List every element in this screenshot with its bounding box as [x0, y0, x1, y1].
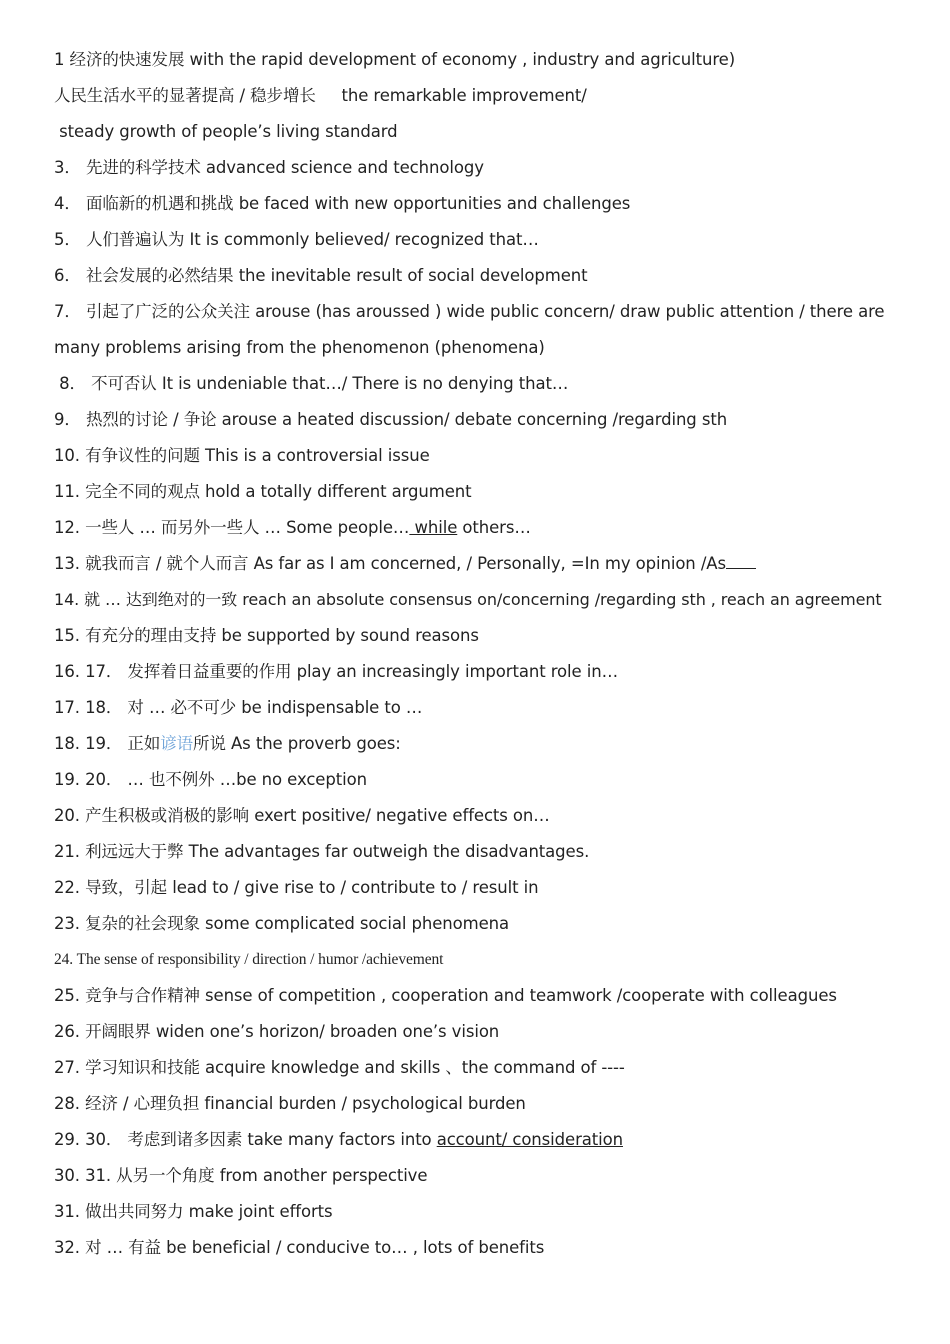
- line-3: 3． 先进的科学技术 advanced science and technology: [54, 158, 484, 177]
- line-2-continued: steady growth of people’s living standard: [54, 122, 398, 141]
- line-17: 17. 18． 对 … 必不可少 be indispensable to …: [54, 698, 423, 717]
- line-32: 32. 对 … 有益 be beneficial / conducive to… , lots of benefits: [54, 1238, 545, 1257]
- line-29: [54, 1122, 904, 1158]
- line-12-text: 12. 一些人 … 而另外一些人 … Some people…: [54, 518, 410, 537]
- line-20: 20. 产生积极或消极的影响 exert positive/ negative effects on…: [54, 806, 550, 825]
- line-9: 9． 热烈的讨论 / 争论 arouse a heated discussion/ debate concerning /regarding sth: [54, 410, 728, 429]
- line-25: 25. 竞争与合作精神 sense of competition , cooperation and teamwork /cooperate with colleagues: [54, 986, 837, 1005]
- line-31: 31. 做出共同努力 make joint efforts: [54, 1202, 333, 1221]
- line-29-underlined: account/ consideration: [436, 1130, 623, 1149]
- line-29-text: 29. 30． 考虑到诸多因素 take many factors into: [54, 1130, 437, 1149]
- line-28: 28. 经济 / 心理负担 financial burden / psychological burden: [54, 1094, 526, 1113]
- line-18: [54, 726, 904, 762]
- line-8: 8． 不可否认 It is undeniable that…/ There is no denying that…: [54, 374, 569, 393]
- line-23: 23. 复杂的社会现象 some complicated social phenomena: [54, 914, 510, 933]
- document-page: [54, 42, 904, 1266]
- line-21: 21. 利远远大于弊 The advantages far outweigh the disadvantages.: [54, 842, 590, 861]
- line-19: 19. 20． … 也不例外 …be no exception: [54, 770, 367, 789]
- line-12: [54, 510, 904, 546]
- line-27: 27. 学习知识和技能 acquire knowledge and skills 、the command of ----: [54, 1058, 625, 1077]
- line-2: 人民生活水平的显著提高 / 稳步增长 the remarkable improvement/: [54, 86, 587, 105]
- line-13: [54, 546, 904, 582]
- line-11: 11. 完全不同的观点 hold a totally different argument: [54, 482, 472, 501]
- line-5: 5． 人们普遍认为 It is commonly believed/ recognized that…: [54, 230, 539, 249]
- line-6: 6． 社会发展的必然结果 the inevitable result of social development: [54, 266, 588, 285]
- line-13-text: 13. 就我而言 / 就个人而言 As far as I am concerned, / Personally, =In my opinion /As: [54, 554, 726, 573]
- line-18-text: 18. 19． 正如: [54, 734, 161, 753]
- line-12-underlined: while: [409, 518, 458, 537]
- line-16: 16. 17． 发挥着日益重要的作用 play an increasingly important role in…: [54, 662, 618, 681]
- line-7: 7． 引起了广泛的公众关注 arouse (has aroussed ) wide public concern/ draw public attention / there are many problems arising from the phenomenon (phenomena): [54, 302, 885, 357]
- fill-in-blank: [726, 554, 756, 569]
- line-30: 30. 31. 从另一个角度 from another perspective: [54, 1166, 428, 1185]
- line-4: 4． 面临新的机遇和挑战 be faced with new opportunities and challenges: [54, 194, 631, 213]
- line-26: 26. 开阔眼界 widen one’s horizon/ broaden one’s vision: [54, 1022, 500, 1041]
- line-10: 10. 有争议性的问题 This is a controversial issue: [54, 446, 430, 465]
- line-14: 14. 就 … 达到绝对的一致 reach an absolute consensus on/concerning /regarding sth , reach an agreement: [54, 590, 882, 609]
- line-12-tail: others…: [457, 518, 531, 537]
- line-24: 24. The sense of responsibility / direction / humor /achievement: [54, 951, 444, 968]
- line-22: 22. 导致，引起 lead to / give rise to / contribute to / result in: [54, 878, 539, 897]
- proverb-link[interactable]: 谚语: [160, 734, 194, 753]
- line-1: 1 经济的快速发展 with the rapid development of economy , industry and agriculture): [54, 50, 736, 69]
- line-15: 15. 有充分的理由支持 be supported by sound reasons: [54, 626, 479, 645]
- line-18-tail: 所说 As the proverb goes:: [193, 734, 401, 753]
